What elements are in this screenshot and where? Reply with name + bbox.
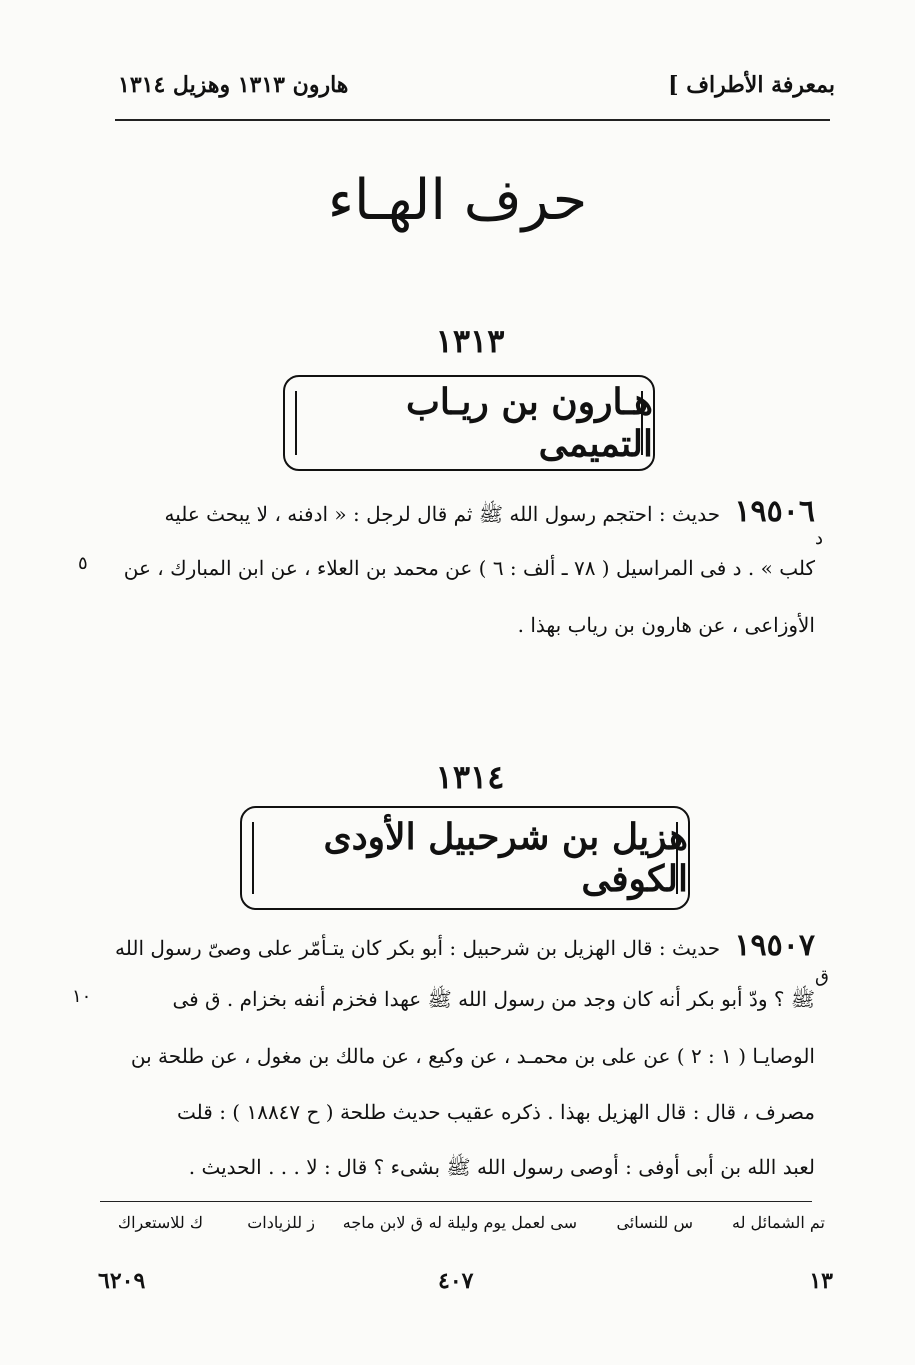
chapter-title: حرف الهـاء	[327, 168, 588, 233]
margin-siglum: ق	[815, 966, 829, 987]
siglum: سى لعمل يوم وليلة له	[428, 1213, 577, 1232]
siglum: ق لابن ماجه	[342, 1213, 423, 1232]
hadith-line: كلب » . د فى المراسيل ( ٧٨ ـ ألف : ٦ ) عن محمد بن العلاء ، عن ابن المبارك ، عن	[123, 556, 815, 580]
entry-number: ١٣١٣	[435, 322, 505, 360]
page-number-center: ٤٠٧	[438, 1268, 474, 1294]
narrator-name-box	[240, 806, 690, 910]
narrator-name: هزيل بن شرحبيل الأودى الكوفى	[323, 816, 688, 900]
footnote-rule	[100, 1201, 812, 1202]
siglum: ز للزيادات	[247, 1213, 315, 1232]
page-number-right: ١٣	[809, 1268, 833, 1294]
hadith-line	[165, 494, 816, 531]
hadith-line: مصرف ، قال : قال الهزيل بهذا . ذكره عقيب حديث طلحة ( ح ١٨٨٤٧ ) : قلت	[177, 1100, 815, 1124]
header-rule	[115, 119, 830, 121]
line-number: ٥	[78, 553, 88, 574]
running-head-entries: هارون ١٣١٣ وهزيل ١٣١٤	[118, 72, 349, 98]
hadith-line	[115, 928, 815, 963]
hadith-line: ﷺ ؟ ودّ أبو بكر أنه كان وجد من رسول الله ﷺ عهدا فخزم أنفه بخزام . ق فى	[172, 987, 815, 1011]
page-number-left: ٦٢٠٩	[98, 1268, 146, 1294]
siglum: تم الشمائل له	[731, 1213, 825, 1232]
hadith-line: الأوزاعى ، عن هارون بن رياب بهذا .	[517, 613, 815, 637]
hadith-text: حديث : احتجم رسول الله ﷺ ثم قال لرجل : « ادفنه ، لا يبحث عليه	[164, 502, 721, 526]
line-number: ١٠	[72, 986, 92, 1007]
entry-number: ١٣١٤	[435, 758, 505, 796]
siglum: س للنسائى	[616, 1213, 693, 1232]
narrator-name: هـارون بن ريـاب التميمى	[405, 381, 653, 465]
margin-siglum: د	[815, 528, 824, 549]
hadith-text: حديث : قال الهزيل بن شرحبيل : أبو بكر كان يتـأمّر على وصىّ رسول الله	[115, 936, 721, 960]
siglum: ك للاستعراك	[117, 1213, 203, 1232]
narrator-name-box	[283, 375, 655, 471]
hadith-number: ١٩٥٠٧	[734, 928, 815, 963]
hadith-line: الوصايـا ( ١ : ٢ ) عن على بن محمـد ، عن وكيع ، عن مالك بن مغول ، عن طلحة بن	[130, 1044, 815, 1068]
hadith-number: ١٩٥٠٦	[734, 494, 815, 529]
running-head-book-title: بمعرفة الأطراف ]	[668, 72, 835, 98]
hadith-line: لعبد الله بن أبى أوفى : أوصى رسول الله ﷺ بشىء ؟ قال : لا . . . الحديث .	[188, 1155, 815, 1179]
